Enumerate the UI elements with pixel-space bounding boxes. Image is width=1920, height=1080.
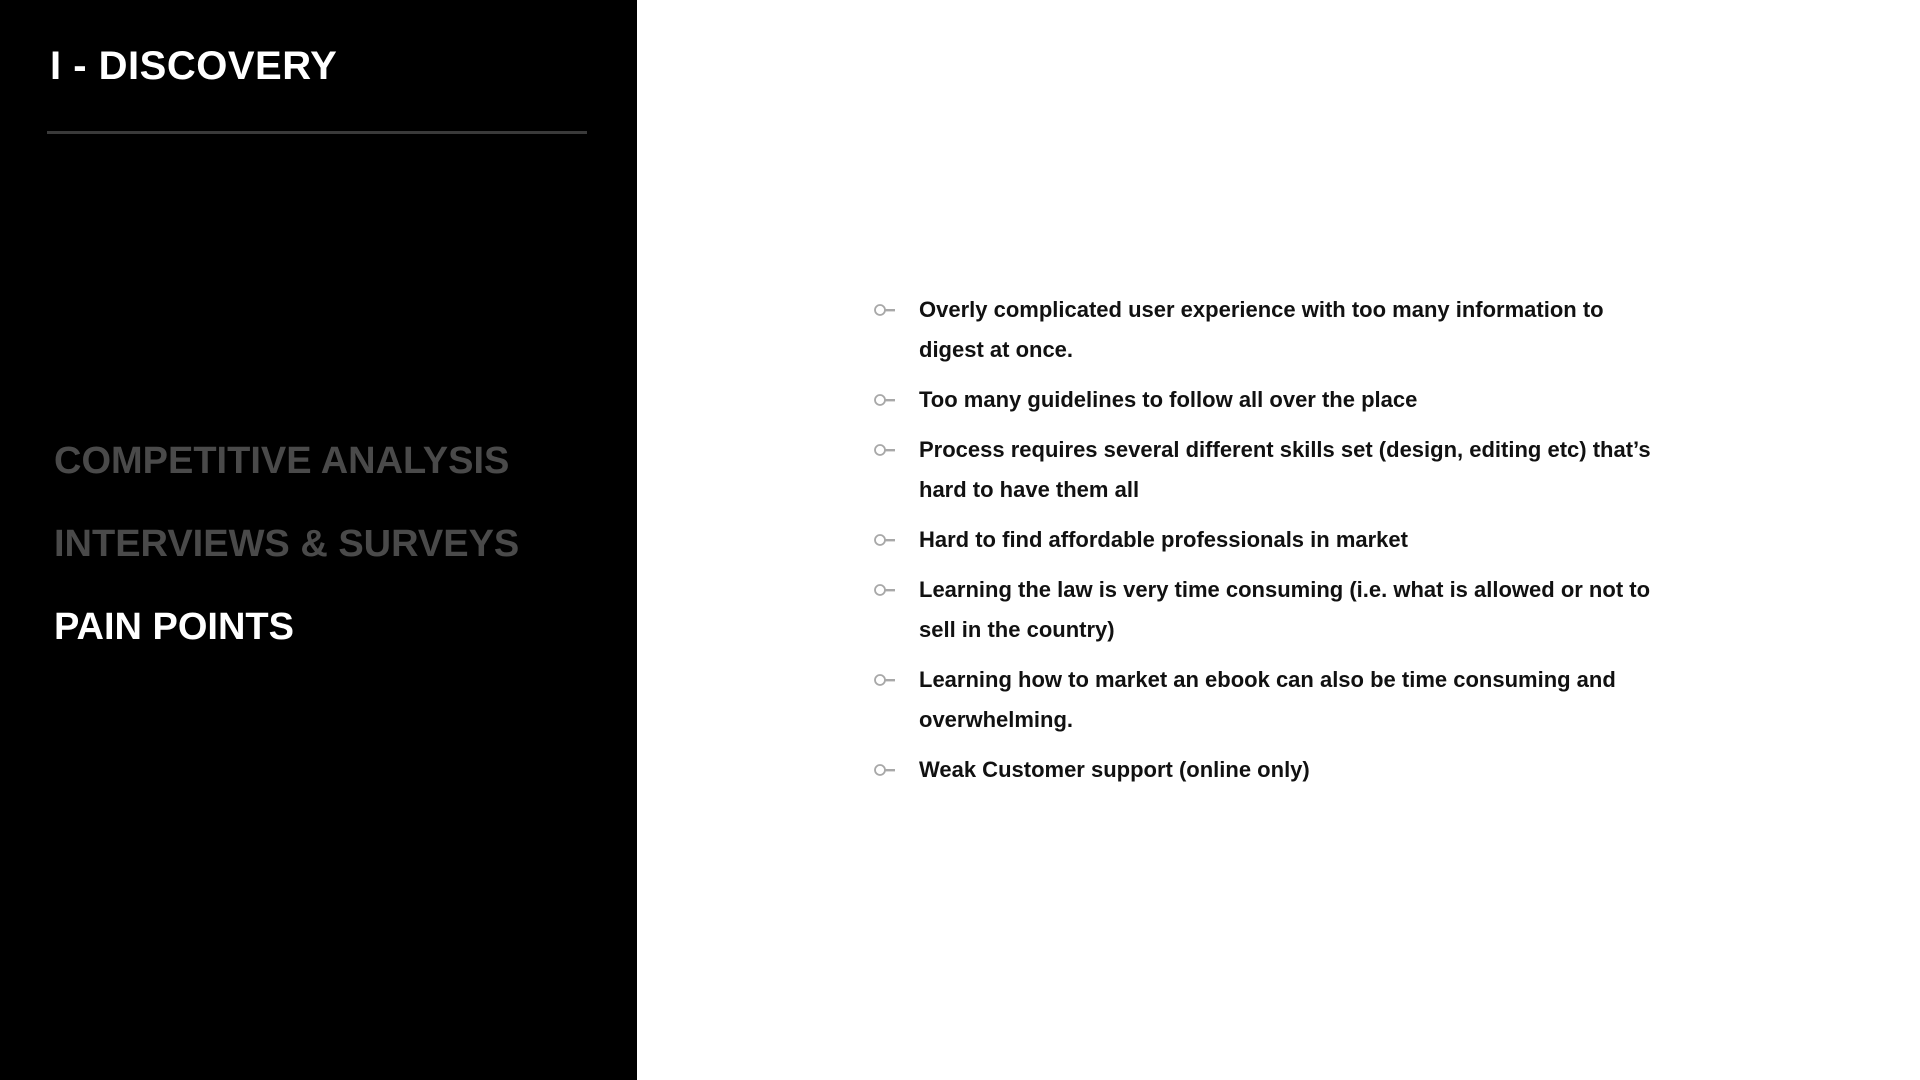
pain-points-content [870,290,1670,800]
pain-point-text: Learning how to market an ebook can also be time consuming and overwhelming. [919,667,1616,732]
list-item [870,570,1670,650]
pain-points-list [870,290,1670,790]
list-item [870,660,1670,740]
key-bullet-icon [873,533,897,547]
pain-point-text: Overly complicated user experience with too many information to digest at once. [919,297,1604,362]
nav-item-competitive-analysis[interactable]: COMPETITIVE ANALYSIS [54,440,510,482]
list-item [870,380,1670,420]
pain-point-text: Hard to find affordable professionals in market [919,527,1408,552]
key-bullet-icon [873,763,897,777]
pain-point-text: Learning the law is very time consuming (i.e. what is allowed or not to sell in the country) [919,577,1651,642]
key-bullet-icon [873,303,897,317]
list-item [870,290,1670,370]
nav-item-pain-points[interactable]: PAIN POINTS [54,606,294,648]
key-bullet-icon [873,443,897,457]
key-bullet-icon [873,673,897,687]
key-bullet-icon [873,393,897,407]
list-item [870,520,1670,560]
section-nav [54,420,519,669]
list-item [870,750,1670,790]
sidebar-divider [47,131,587,134]
sidebar [0,0,637,1080]
pain-point-text: Process requires several different skills set (design, editing etc) that’s hard to have them all [919,437,1651,502]
pain-point-text: Weak Customer support (online only) [919,757,1310,782]
key-bullet-icon [873,583,897,597]
section-title: I - DISCOVERY [50,44,338,88]
pain-point-text: Too many guidelines to follow all over the place [919,387,1418,412]
list-item [870,430,1670,510]
nav-item-interviews-surveys[interactable]: INTERVIEWS & SURVEYS [54,523,520,565]
